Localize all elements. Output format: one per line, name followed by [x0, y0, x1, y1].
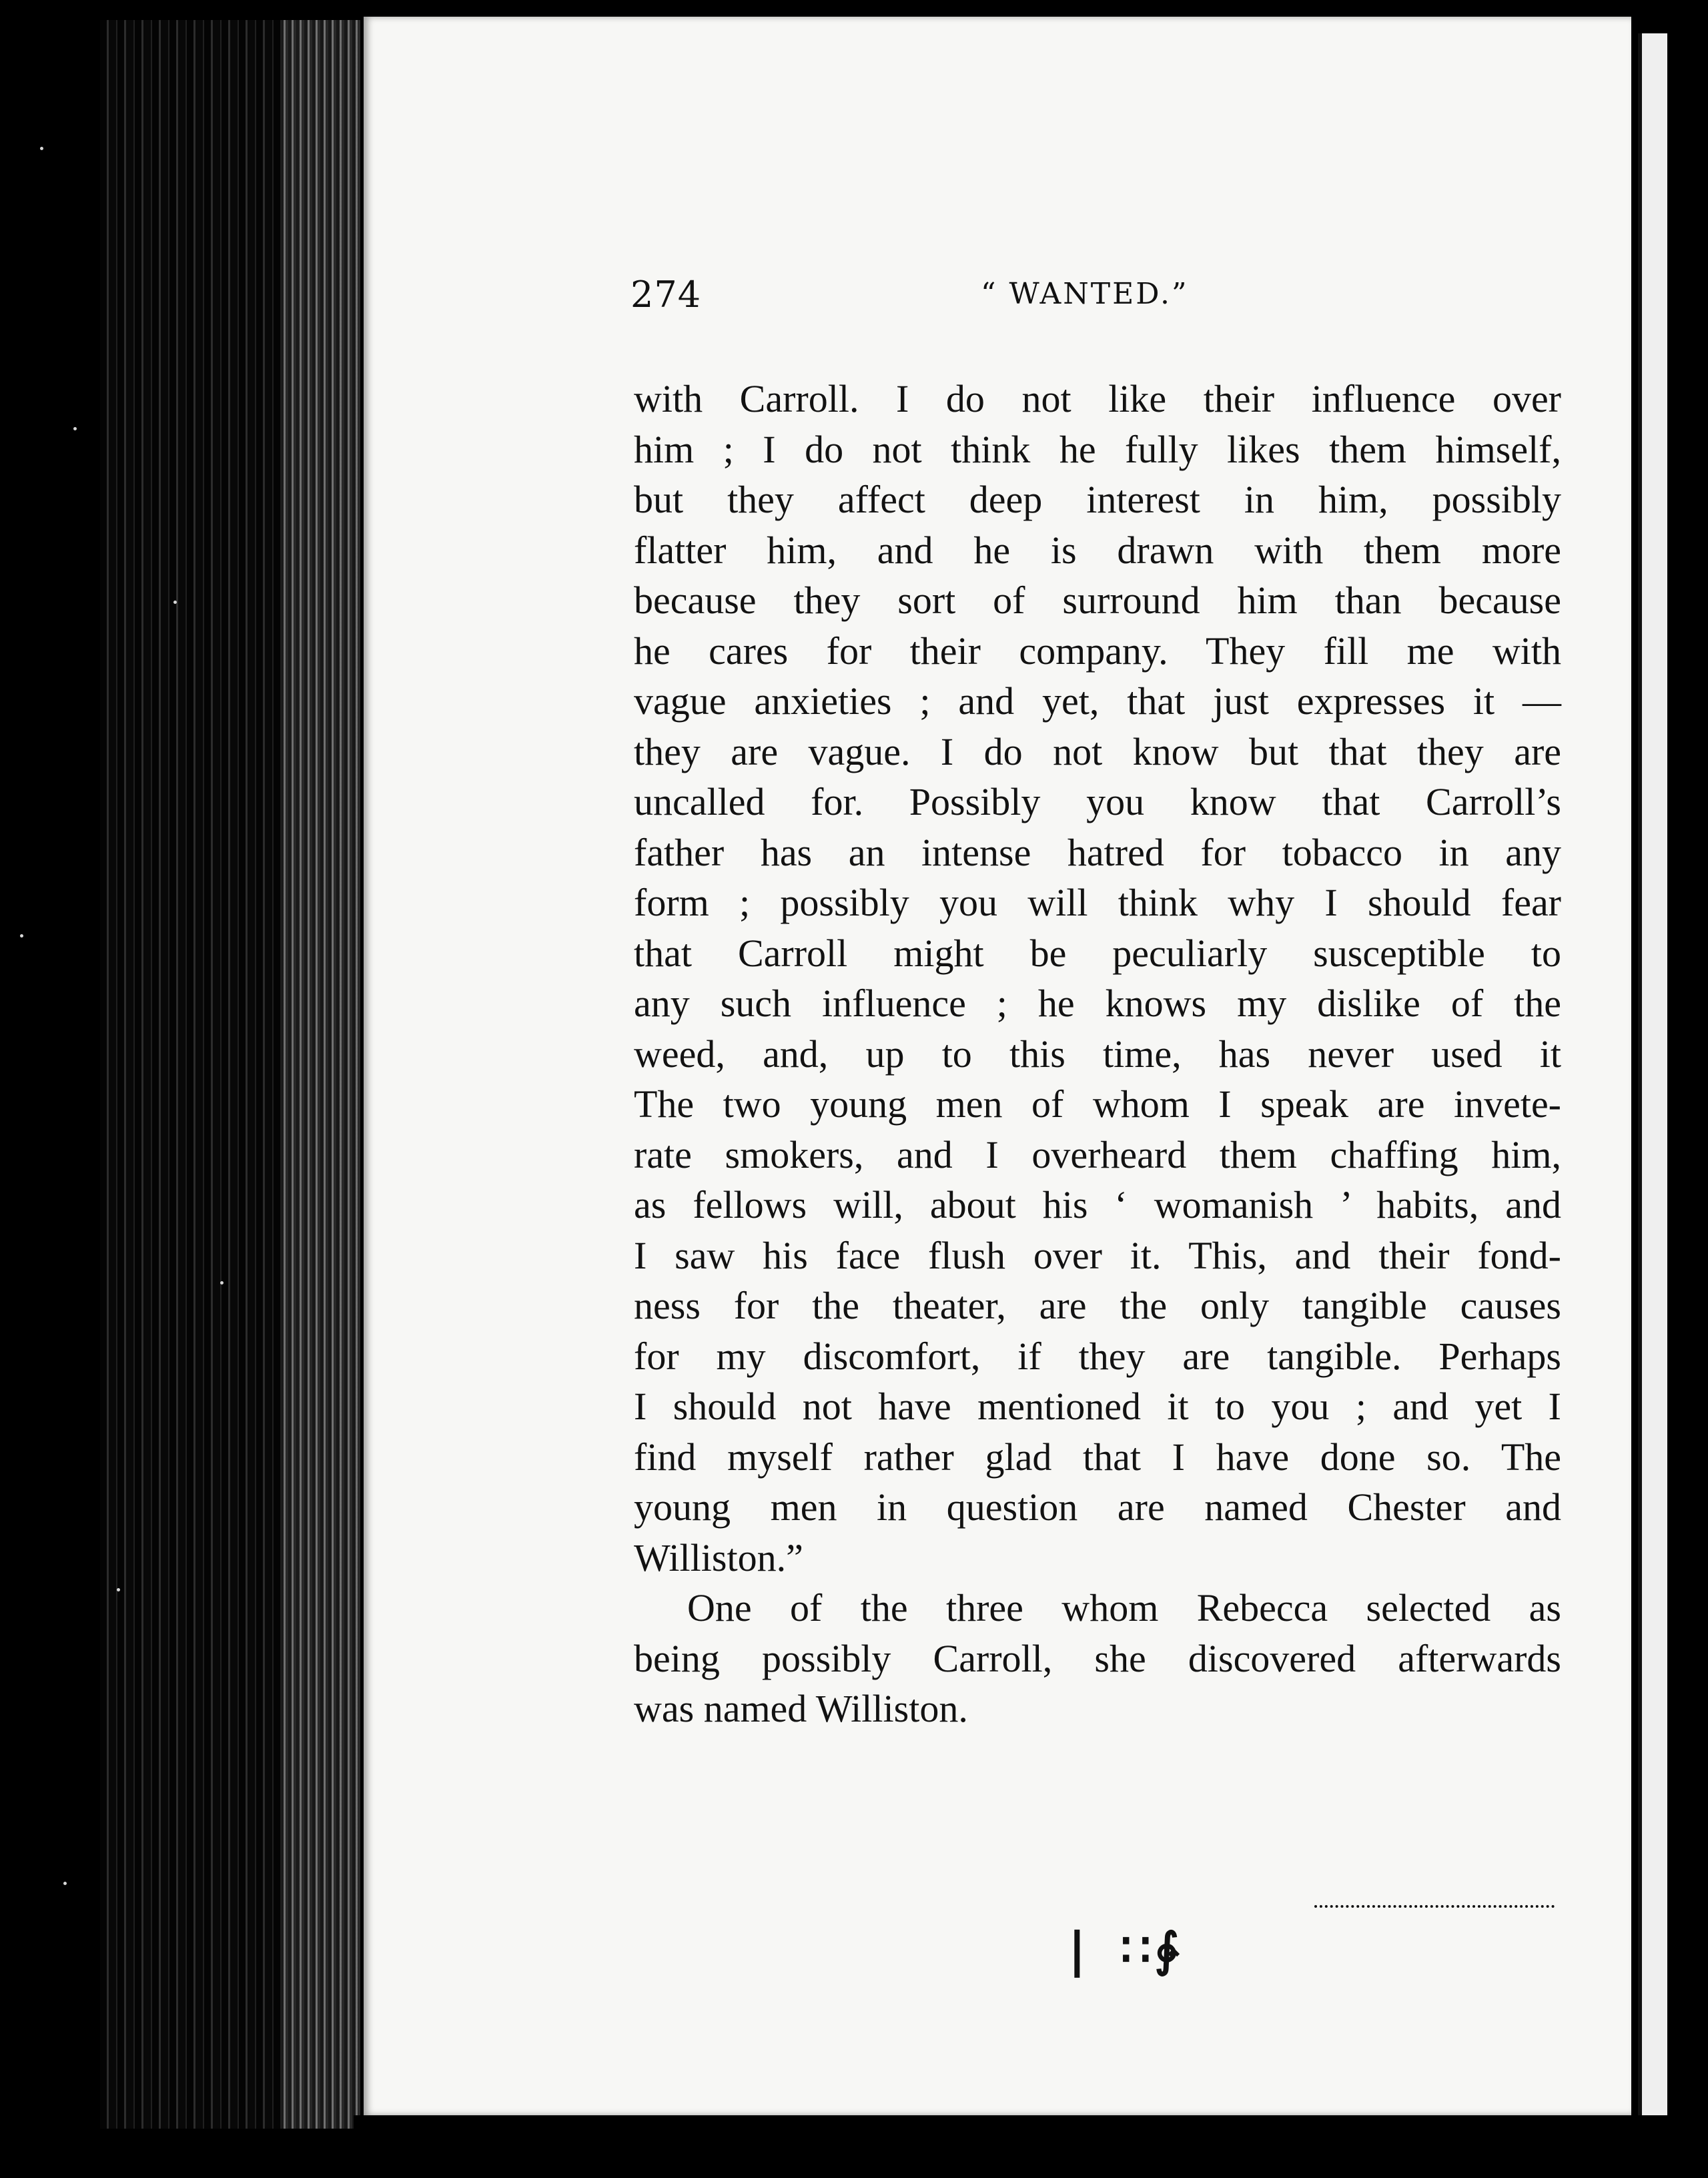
text-line: rate smokers, and I overheard them chaffing him,	[634, 1132, 1561, 1176]
text-line: find myself rather glad that I have done so. The	[634, 1435, 1561, 1479]
text-line: for my discomfort, if they are tangible. Perhaps	[634, 1334, 1561, 1378]
bottom-dark-margin	[354, 2115, 1708, 2178]
text-line: young men in question are named Chester and	[634, 1485, 1561, 1529]
text-line: as fellows will, about his ‘ womanish ’ habits, and	[634, 1183, 1561, 1226]
text-line: I should not have mentioned it to you ; and yet I	[634, 1385, 1561, 1428]
dust-speck	[73, 427, 77, 430]
right-page-sliver	[1638, 33, 1667, 2115]
text-line: father has an intense hatred for tobacco in any	[634, 830, 1561, 874]
text-line: was named Williston.	[634, 1687, 968, 1730]
text-line: I saw his face flush over it. This, and their fond-	[634, 1233, 1561, 1277]
text-line: vague anxieties ; and yet, that just expresses it —	[634, 679, 1561, 723]
text-line: Williston.”	[634, 1535, 803, 1579]
dust-speck	[220, 1281, 224, 1285]
text-line: any such influence ; he knows my dislike of the	[634, 982, 1561, 1025]
dust-speck	[40, 147, 43, 150]
dust-speck	[20, 934, 23, 938]
text-line: they are vague. I do not know but that they are	[634, 729, 1561, 773]
text-line: ness for the theater, are the only tangible causes	[634, 1284, 1561, 1327]
text-line: The two young men of whom I speak are invete-	[634, 1082, 1561, 1126]
page-number: 274	[630, 274, 702, 316]
text-line: uncalled for. Possibly you know that Carroll’s	[634, 780, 1561, 823]
dust-speck	[63, 1882, 67, 1885]
text-line: him ; I do not think he fully likes them himself,	[634, 427, 1561, 471]
bottom-mark: ❘ ∷∳	[1057, 1922, 1184, 1977]
dotted-rule	[1314, 1905, 1555, 1908]
text-line: being possibly Carroll, she discovered afterwards	[634, 1636, 1561, 1680]
text-line: that Carroll might be peculiarly susceptible to	[634, 931, 1561, 975]
text-line: because they sort of surround him than because	[634, 579, 1561, 622]
body-text	[634, 374, 1561, 1734]
page-edges-highlight	[280, 20, 360, 2129]
dust-speck	[117, 1588, 120, 1591]
book-gutter	[0, 0, 364, 2178]
text-line: flatter him, and he is drawn with them more	[634, 528, 1561, 572]
running-head: “ WANTED.”	[981, 277, 1189, 311]
text-line: he cares for their company. They fill me with	[634, 629, 1561, 673]
text-line: with Carroll. I do not like their influence over	[634, 377, 1561, 420]
dust-speck	[173, 601, 177, 604]
text-line: but they affect deep interest in him, possibly	[634, 478, 1561, 521]
text-line: One of the three whom Rebecca selected as	[687, 1586, 1561, 1629]
text-line: form ; possibly you will think why I should fear	[634, 881, 1561, 924]
text-line: weed, and, up to this time, has never used it	[634, 1032, 1561, 1076]
